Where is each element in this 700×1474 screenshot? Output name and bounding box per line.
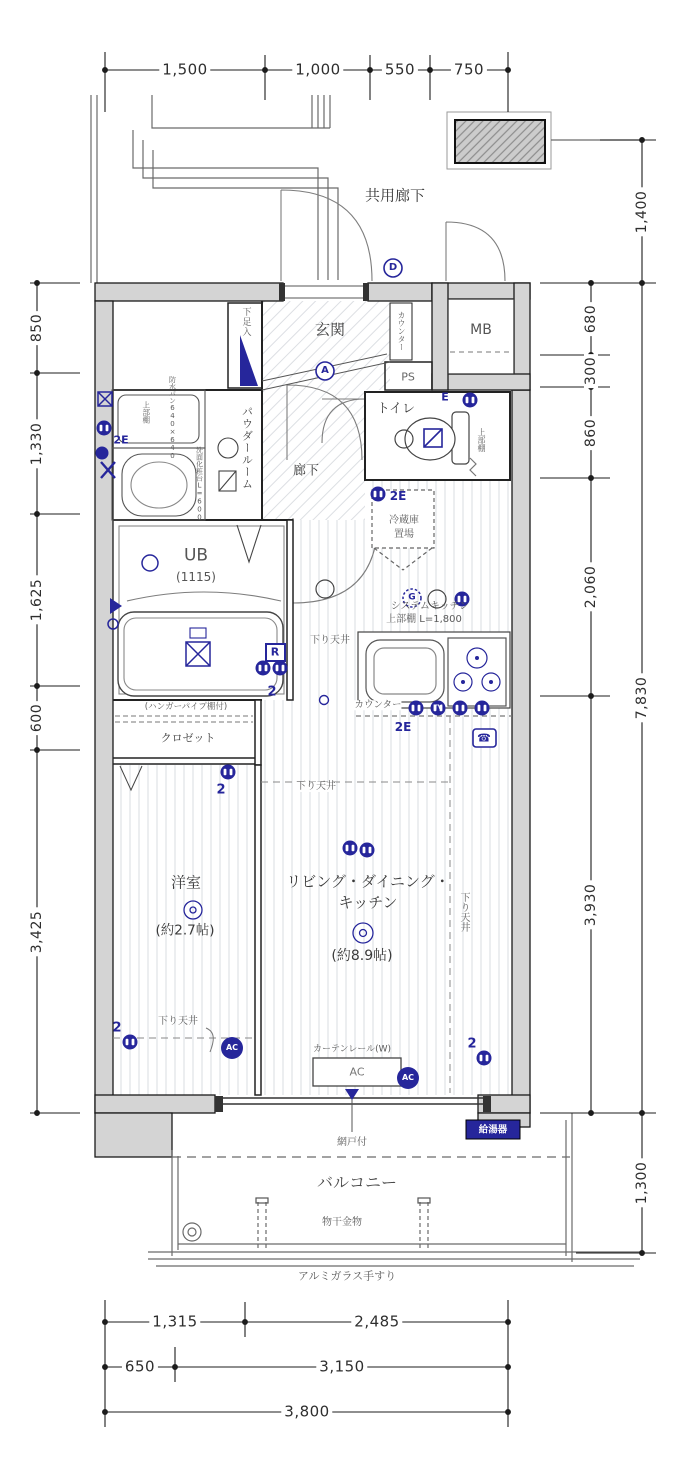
label-powder-room: パウダールーム [240,406,254,490]
label-balcony: バルコニー [316,1173,398,1192]
dim-bottom-3150: 3,150 [316,1360,367,1375]
mark-ac-west: AC [225,1043,239,1052]
label-ldk-1: リビング・ダイニング・ [286,872,450,891]
dim-top-3: 550 [382,63,418,78]
label-screen-door: 網戸付 [337,1137,367,1148]
dim-left-4: 600 [30,701,44,735]
label-ldk-2: キッチン [338,893,398,912]
mark-2e-fridge: 2E [389,489,407,503]
label-lowered-ceiling-right: 下り天井 [458,892,469,932]
label-water-heater: 給湯器 [478,1124,508,1136]
label-closet: クロゼット [160,731,216,745]
label-ldk-size: (約8.9帖) [331,948,393,964]
label-lowered-ceiling-kitchen: 下り天井 [310,635,350,646]
label-curtain-rail: カーテンレール(W) [312,1044,392,1055]
dim-top-4: 750 [451,63,487,78]
label-washer-pan: 防水パン640×640 [168,376,177,460]
toilet-fixture [395,412,476,476]
dim-right-7830: 7,830 [635,674,649,723]
dim-top-2: 1,000 [292,63,343,78]
label-genkan: 玄関 [314,320,346,339]
label-hanger-pipe: (ハンガーパイプ棚付) [144,701,228,712]
dim-bottom-3800: 3,800 [281,1405,332,1420]
shoe-cabinet-mark [240,335,258,386]
label-counter: カウンター [354,699,402,711]
dim-bottom-650: 650 [122,1360,158,1375]
dim-left-3: 1,625 [30,576,44,625]
label-laundry-fitting: 物干金物 [322,1217,362,1228]
label-ps: PS [401,370,415,384]
label-kitchen-1: システムキッチン [390,601,470,612]
label-toilet-shelf: 上部棚 [477,428,486,452]
dim-bottom-1315: 1,315 [149,1315,200,1330]
label-west-room-size: (約2.7帖) [155,922,215,939]
vanity-fixture [96,438,239,520]
dim-left-2: 1,330 [30,420,44,469]
dim-bottom-2485: 2,485 [351,1315,402,1330]
window-south [215,1094,491,1132]
intercom-icon: ☎ [477,731,491,745]
dim-right-1400: 1,400 [635,188,649,237]
dim-left-5: 3,425 [30,908,44,957]
entrance-sill [279,283,369,301]
dim-right-680: 680 [584,302,598,336]
mark-a: A [321,365,329,376]
dim-top-1: 1,500 [159,63,210,78]
label-counter-vert: カウンター [397,311,406,351]
label-lowered-ceiling-west: 下り天井 [158,1016,198,1027]
label-common-corridor: 共用廊下 [364,186,426,205]
mark-2e-counter: 2E [394,720,412,734]
label-mb: MB [470,322,492,338]
mark-d: D [388,262,398,273]
corridor-context-lines [91,95,338,283]
label-ac-box: AC [349,1065,365,1079]
label-corridor: 廊下 [292,463,320,479]
mark-2-rbox: 2 [267,684,277,700]
mark-2-living: 2 [467,1036,477,1052]
mark-tv-outlet: TV [433,704,443,711]
label-fridge-1: 冷蔵庫 [389,515,419,526]
dim-right-300: 300 [584,354,598,388]
label-fridge-2: 置場 [394,529,414,540]
mark-g: G [408,592,416,603]
dim-right-1300: 1,300 [635,1159,649,1208]
mark-r: R [270,645,280,659]
dim-left-1: 850 [30,311,44,345]
label-washer-shelf: 上部棚 [141,400,151,424]
dim-right-3930: 3,930 [584,881,598,930]
label-kitchen-2: 上部棚 L=1,800 [386,614,462,625]
label-ub-size: (1115) [176,570,216,584]
mark-2e-washer: 2E [113,433,129,447]
label-handrail: アルミガラス手すり [297,1269,397,1283]
label-toilet: トイレ [376,401,416,417]
label-ub: UB [183,545,209,566]
label-west-room: 洋室 [170,873,202,892]
label-vanity: 洗面化粧台L=600 [195,446,204,522]
dim-right-860: 860 [584,416,598,450]
label-shoe-cabinet: 下足入 [240,307,251,337]
mark-e: E [441,390,449,404]
mark-2-closet: 2 [216,782,226,798]
mark-ac-living: AC [401,1073,415,1082]
mark-2-west: 2 [112,1020,122,1036]
label-lowered-ceiling-living: 下り天井 [296,781,336,792]
dim-right-2060: 2,060 [584,563,598,612]
